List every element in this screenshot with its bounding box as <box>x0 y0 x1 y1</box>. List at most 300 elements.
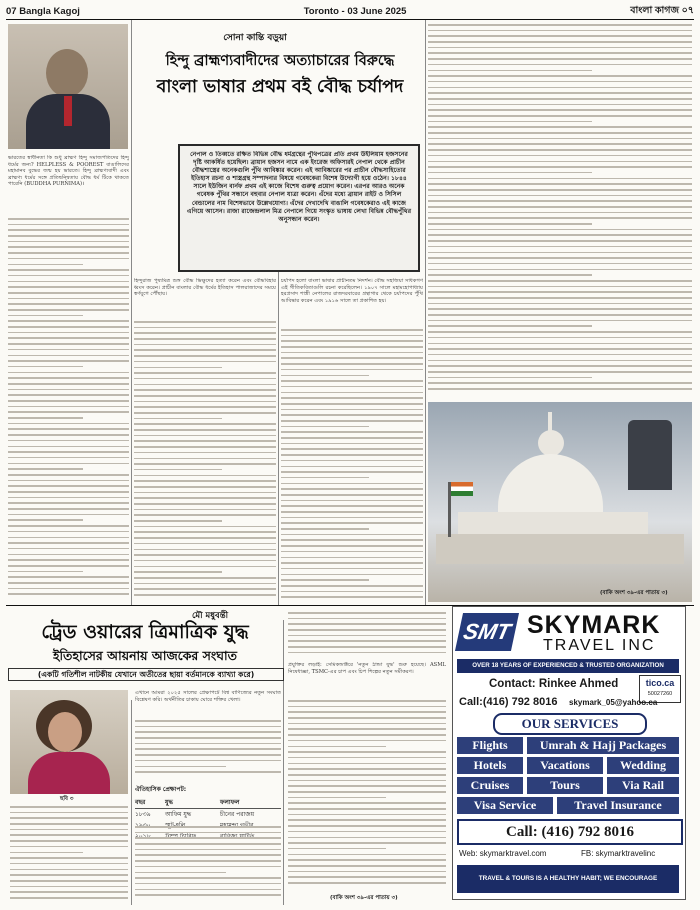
service-wedding[interactable]: Wedding <box>607 757 679 774</box>
text-line <box>428 308 692 310</box>
service-travel-insurance[interactable]: Travel Insurance <box>557 797 679 814</box>
text-line <box>428 382 692 384</box>
text-line <box>281 488 423 490</box>
text-line <box>134 401 276 403</box>
article1-author: সোনা কান্তি বড়ুয়া <box>223 33 287 43</box>
text-line <box>428 87 692 89</box>
text-line <box>281 505 423 507</box>
text-line <box>428 132 692 134</box>
text-line <box>428 337 692 339</box>
text-line <box>428 81 692 83</box>
text-line <box>8 241 129 243</box>
ad-phone-line: Call:(416) 792 8016 <box>459 696 558 708</box>
text-line <box>281 443 423 445</box>
text-line <box>288 865 446 867</box>
text-line <box>8 480 129 482</box>
text-line <box>135 894 281 896</box>
table-title: ঐতিহাসিক প্রেক্ষাপট: <box>135 786 187 793</box>
column-divider <box>425 20 426 605</box>
skymark-ad[interactable] <box>452 606 686 900</box>
ad-slogan: TRAVEL & TOURS IS A HEALTHY HABIT; WE ENCOURAGE <box>457 865 679 893</box>
text-line <box>288 808 446 810</box>
text-line <box>8 559 129 561</box>
text-line <box>428 58 692 60</box>
text-line <box>8 406 129 408</box>
text-line <box>288 785 446 787</box>
text-line <box>8 389 129 391</box>
text-line <box>288 819 446 821</box>
text-line <box>428 229 692 231</box>
text-line <box>134 378 276 380</box>
text-line <box>134 588 276 590</box>
article1-column-1-text <box>8 218 129 603</box>
text-line <box>8 463 129 465</box>
service-cruises[interactable]: Cruises <box>457 777 523 794</box>
text-line <box>281 494 423 496</box>
text-line <box>281 409 423 411</box>
text-line <box>428 257 692 259</box>
text-line <box>288 723 446 725</box>
text-line <box>281 557 423 559</box>
text-line <box>134 321 276 323</box>
smt-logo: SMT <box>455 613 519 651</box>
text-line <box>134 531 276 533</box>
text-line <box>428 47 692 49</box>
text-line <box>10 806 128 808</box>
text-line <box>281 517 423 519</box>
text-line <box>134 560 276 562</box>
tico-number: 50027260 <box>647 691 673 697</box>
text-line <box>428 92 692 94</box>
text-line <box>8 497 129 499</box>
text-line <box>428 30 692 32</box>
service-flights[interactable]: Flights <box>457 737 523 754</box>
article2-column-1-text <box>10 806 128 904</box>
text-line <box>8 366 83 368</box>
text-line <box>288 842 446 844</box>
text-line <box>288 612 446 614</box>
statue <box>628 420 672 490</box>
text-line <box>428 343 692 345</box>
author2-dress <box>28 752 110 794</box>
author2-face <box>48 712 82 752</box>
text-line <box>134 367 222 369</box>
text-line <box>10 891 128 893</box>
text-line <box>8 440 129 442</box>
text-line <box>288 802 446 804</box>
text-line <box>135 737 281 739</box>
text-line <box>8 218 129 220</box>
text-line <box>8 571 83 573</box>
text-line <box>428 234 692 236</box>
ad-services-title: OUR SERVICES <box>493 713 647 735</box>
text-line <box>288 740 446 742</box>
text-line <box>428 223 592 225</box>
text-line <box>8 377 129 379</box>
text-line <box>135 754 281 756</box>
text-line <box>8 434 129 436</box>
text-line <box>8 264 83 266</box>
text-line <box>281 375 369 377</box>
article1-continued: (বাকি অংশ ৩৯-এর পাতায় ৩) <box>600 590 668 596</box>
text-line <box>8 519 83 521</box>
text-line <box>281 466 423 468</box>
text-line <box>8 235 129 237</box>
table-header-cell: যুদ্ধ <box>165 799 173 806</box>
tico-label: tico.ca <box>645 678 675 688</box>
text-line <box>428 280 692 282</box>
text-line <box>281 562 423 564</box>
text-line <box>135 766 226 768</box>
text-line <box>428 291 692 293</box>
stupa-base <box>458 512 648 534</box>
ad-email[interactable]: skymark_05@yahoo.ca <box>569 698 658 707</box>
text-line <box>428 109 692 111</box>
service-via-rail[interactable]: Via Rail <box>607 777 679 794</box>
text-line <box>8 417 83 419</box>
text-line <box>8 337 129 339</box>
text-line <box>8 343 129 345</box>
text-line <box>428 331 692 333</box>
text-line <box>281 568 423 570</box>
text-line <box>134 429 276 431</box>
table-row <box>135 809 281 820</box>
text-line <box>288 734 446 736</box>
text-line <box>288 768 446 770</box>
text-line <box>8 349 129 351</box>
text-line <box>288 746 386 748</box>
article1-column-3-text <box>281 329 423 603</box>
text-line <box>8 372 129 374</box>
text-line <box>428 155 692 157</box>
text-line <box>281 454 423 456</box>
text-line <box>10 880 128 882</box>
article1-body-2: হিন্দুরাজ পুষ্যমিত্র শুঙ্গ বৌদ্ধ ভিক্ষুদের হত্যা করেন এবং বৌদ্ধবিহার ধ্বংস করেন। প্রাচীন বাংলার বৌদ্ধ ধর্মের ইতিহাস পালরাজাদের সময়ে স্বর্ণযুগে পৌঁছায়। <box>134 278 276 298</box>
article2-body-1: এখানে আমরা ২০২৫ সালের প্রেক্ষাপটে বিশ্ব বাণিজ্যের নতুন সংঘাত বিশ্লেষণ করি। অর্থনীতির চাকায় ঘোরে শক্তির খেলা। <box>135 690 281 703</box>
text-line <box>134 406 276 408</box>
text-line <box>288 774 446 776</box>
article1-body-1: ভারতের স্বাধীনতা কি শুধু ব্রাহ্মণ হিন্দু সমাজপতিদের হিন্দু ধর্মের জন্য? HELPLESS & POOREST বাঙালিদের মহামানব বুদ্ধের জন্ম হয় ভারতে। হিন্দু ব্রাহ্মণ্যবাদী এবং ব্রাহ্মণ্য ধর্মের সঙ্গে প্রতিদ্বন্দ্বিতায় বৌদ্ধ ধর্ম টিকে থাকতে পারেনি (BUDDHA PURNIMA)। <box>8 155 129 188</box>
text-line <box>281 551 423 553</box>
text-line <box>281 500 423 502</box>
text-line <box>8 491 129 493</box>
header-center: Toronto - 03 June 2025 <box>303 5 407 17</box>
text-line <box>281 403 423 405</box>
text-line <box>288 780 446 782</box>
text-line <box>428 126 692 128</box>
text-line <box>281 585 423 587</box>
text-line <box>8 258 129 260</box>
text-line <box>288 640 446 642</box>
text-line <box>8 332 129 334</box>
text-line <box>281 477 369 479</box>
page-header <box>6 4 694 18</box>
text-line <box>8 355 129 357</box>
text-line <box>428 206 692 208</box>
service-visa[interactable]: Visa Service <box>457 797 553 814</box>
text-line <box>134 355 276 357</box>
text-line <box>281 448 423 450</box>
text-line <box>10 823 128 825</box>
text-line <box>135 843 281 845</box>
text-line <box>428 52 692 54</box>
text-line <box>134 435 276 437</box>
text-line <box>135 743 281 745</box>
text-line <box>134 571 222 573</box>
article1-column-2-text <box>134 321 276 603</box>
text-line <box>428 212 692 214</box>
text-line <box>8 303 129 305</box>
text-line <box>288 757 446 759</box>
text-line <box>10 869 128 871</box>
service-tours[interactable]: Tours <box>527 777 603 794</box>
text-line <box>134 412 276 414</box>
text-line <box>134 594 276 596</box>
text-line <box>134 503 276 505</box>
text-line <box>428 35 692 37</box>
service-umrah-hajj[interactable]: Umrah & Hajj Packages <box>527 737 679 754</box>
text-line <box>134 458 276 460</box>
text-line <box>281 357 423 359</box>
article1-intro-box <box>178 144 420 272</box>
text-line <box>135 872 226 874</box>
text-line <box>8 582 129 584</box>
text-line <box>134 344 276 346</box>
text-line <box>288 882 446 884</box>
text-line <box>288 646 446 648</box>
text-line <box>428 64 692 66</box>
text-line <box>135 748 281 750</box>
stupa-dome <box>498 454 603 514</box>
text-line <box>428 98 692 100</box>
text-line <box>8 360 129 362</box>
article2-subheadline: ইতিহাসের আয়নায় আজকের সংঘাত <box>52 648 238 663</box>
text-line <box>8 565 129 567</box>
text-line <box>8 457 129 459</box>
text-line <box>134 509 276 511</box>
text-line <box>281 579 369 581</box>
text-line <box>135 760 281 762</box>
article2-author: মৌ মধুবন্তী <box>191 611 229 621</box>
table-header-cell: বছর <box>135 799 146 806</box>
table-header <box>135 797 281 809</box>
text-line <box>428 314 692 316</box>
text-line <box>428 303 692 305</box>
text-line <box>428 348 692 350</box>
text-line <box>10 874 128 876</box>
text-line <box>134 549 276 551</box>
article2-column-2b-text <box>135 826 281 904</box>
text-line <box>428 246 692 248</box>
text-line <box>134 384 276 386</box>
ad-call[interactable]: Call: (416) 792 8016 <box>457 819 683 845</box>
text-line <box>428 286 692 288</box>
text-line <box>428 269 692 271</box>
text-line <box>135 854 281 856</box>
text-line <box>134 452 276 454</box>
text-line <box>428 274 592 276</box>
text-line <box>135 889 281 891</box>
text-line <box>8 514 129 516</box>
text-line <box>8 423 129 425</box>
text-line <box>428 41 692 43</box>
stupa-top <box>538 430 564 456</box>
stupa-spire <box>548 412 552 432</box>
text-line <box>281 414 423 416</box>
text-line <box>281 397 423 399</box>
header-rule <box>6 19 694 20</box>
text-line <box>428 161 692 163</box>
text-line <box>134 526 276 528</box>
ad-facebook[interactable]: FB: skymarktravelinc <box>581 849 656 858</box>
article1-headline-2: বাংলা ভাষার প্রথম বই বৌদ্ধ চর্যাপদ <box>156 77 404 97</box>
text-line <box>428 166 692 168</box>
text-line <box>135 726 281 728</box>
text-line <box>134 497 276 499</box>
text-line <box>428 104 692 106</box>
header-right: বাংলা কাগজ ০৭ <box>630 4 694 16</box>
text-line <box>10 852 83 854</box>
text-line <box>281 539 423 541</box>
text-line <box>135 837 281 839</box>
article1-body-3: চর্যাপদ হলো বাংলা ভাষার প্রাচীনতম নিদর্শন। বৌদ্ধ সহজিয়া সাধকগণ এই গীতিকবিতাগুলি রচনা করেছিলেন। ১৯০৭ সালে মহামহোপাধ্যায় হরপ্রসাদ শাস্ত্রী নেপালের রাজদরবারের গ্রন্থাগার থেকে চর্যাপদের পুঁথি আবিষ্কার করেন এবং ১৯১৬ সালে তা প্রকাশিত হয়। <box>281 278 423 304</box>
text-line <box>8 275 129 277</box>
article2-column-2-text <box>135 720 281 782</box>
text-line <box>134 577 276 579</box>
text-line <box>8 474 129 476</box>
text-line <box>288 635 446 637</box>
text-line <box>281 386 423 388</box>
text-line <box>10 857 128 859</box>
text-line <box>428 70 592 72</box>
text-line <box>281 392 423 394</box>
text-line <box>288 618 446 620</box>
text-line <box>134 327 276 329</box>
text-line <box>8 298 129 300</box>
text-line <box>134 566 276 568</box>
text-line <box>281 420 423 422</box>
text-line <box>8 315 83 317</box>
text-line <box>134 338 276 340</box>
text-line <box>288 848 386 850</box>
text-line <box>8 320 129 322</box>
column-divider <box>278 240 279 605</box>
text-line <box>281 380 423 382</box>
text-line <box>8 508 129 510</box>
text-line <box>288 623 446 625</box>
text-line <box>134 543 276 545</box>
text-line <box>281 460 423 462</box>
header-left: 07 Bangla Kagoj <box>6 5 80 17</box>
text-line <box>281 431 423 433</box>
text-line <box>281 596 423 598</box>
text-line <box>288 791 446 793</box>
text-line <box>134 520 222 522</box>
text-line <box>288 751 446 753</box>
table-header-cell: ফলাফল <box>220 799 240 806</box>
text-line <box>428 354 692 356</box>
text-line <box>134 554 276 556</box>
text-line <box>134 372 276 374</box>
article1-column-4-text <box>428 24 692 398</box>
text-line <box>8 269 129 271</box>
article2-body-2: প্রযুক্তির লড়াই: সেমিকন্ডাক্টরে 'নতুন ঠান্ডা যুদ্ধ' শুরু হয়েছে। ASML নিষেধাজ্ঞা, TSMC-এর চাপ এবং চিপ শিল্পের নতুন সমীকরণ। <box>288 662 446 675</box>
text-line <box>281 511 423 513</box>
text-line <box>8 502 129 504</box>
text-line <box>428 240 692 242</box>
text-line <box>8 451 129 453</box>
text-line <box>135 832 281 834</box>
text-line <box>134 423 276 425</box>
text-line <box>288 717 446 719</box>
text-line <box>288 837 446 839</box>
service-hotels[interactable]: Hotels <box>457 757 523 774</box>
text-line <box>281 534 423 536</box>
text-line <box>281 346 423 348</box>
text-line <box>281 528 369 530</box>
text-line <box>288 825 446 827</box>
flag <box>451 482 473 496</box>
text-line <box>428 377 592 379</box>
ad-website[interactable]: Web: skymarktravel.com <box>459 849 547 858</box>
article2-column-3b-text <box>288 700 446 890</box>
ad-brand: SKYMARK <box>527 611 661 639</box>
text-line <box>8 281 129 283</box>
text-line <box>288 711 446 713</box>
text-line <box>281 591 423 593</box>
text-line <box>8 292 129 294</box>
monument-photo <box>428 402 692 602</box>
author-photo <box>8 24 128 149</box>
text-line <box>135 731 281 733</box>
text-line <box>428 195 692 197</box>
text-line <box>288 876 446 878</box>
text-line <box>281 369 423 371</box>
text-line <box>428 263 692 265</box>
text-line <box>281 352 423 354</box>
text-line <box>134 463 276 465</box>
text-line <box>8 246 129 248</box>
text-line <box>428 75 692 77</box>
text-line <box>288 706 446 708</box>
article1-headline-1: হিন্দু ব্রাহ্মণ্যবাদীদের অত্যাচারের বিরুদ্ধে <box>165 53 395 69</box>
text-line <box>428 138 692 140</box>
text-line <box>10 834 128 836</box>
text-line <box>134 514 276 516</box>
text-line <box>10 846 128 848</box>
text-line <box>134 440 276 442</box>
service-vacations[interactable]: Vacations <box>527 757 603 774</box>
text-line <box>134 389 276 391</box>
text-line <box>428 365 692 367</box>
text-line <box>8 468 83 470</box>
column-divider <box>283 620 284 905</box>
text-line <box>8 252 129 254</box>
text-line <box>10 812 128 814</box>
text-line <box>134 418 222 420</box>
text-line <box>281 329 423 331</box>
text-line <box>8 542 129 544</box>
text-line <box>281 471 423 473</box>
text-line <box>8 229 129 231</box>
text-line <box>288 831 446 833</box>
text-line <box>10 897 128 899</box>
text-line <box>134 583 276 585</box>
text-line <box>288 629 446 631</box>
text-line <box>8 394 129 396</box>
text-line <box>288 871 446 873</box>
ad-tagline: OVER 18 YEARS OF EXPERIENCED & TRUSTED ORGANIZATION <box>457 659 679 673</box>
